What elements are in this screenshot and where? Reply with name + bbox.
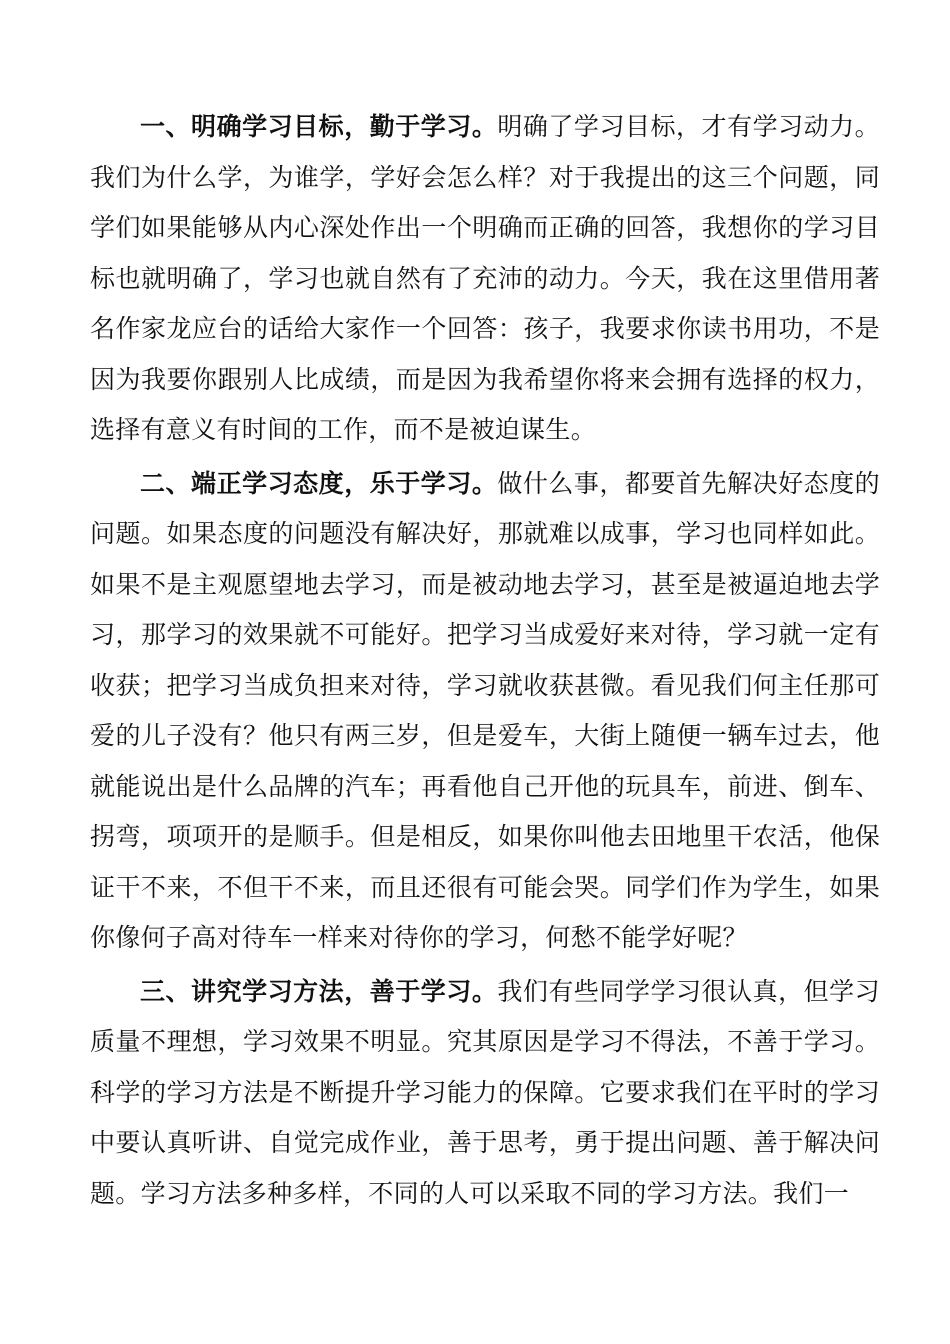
paragraph-heading: 二、端正学习态度，乐于学习。 xyxy=(140,468,498,498)
paragraph-heading: 三、讲究学习方法，善于学习。 xyxy=(140,976,498,1006)
document-body xyxy=(90,102,880,1219)
paragraph-study-methods xyxy=(90,967,880,1220)
paragraph-text: 明确了学习目标，才有学习动力。我们为什么学，为谁学，学好会怎么样？对于我提出的这三个问题，同学们如果能够从内心深处作出一个明确而正确的回答，我想你的学习目标也就明确了，学习也就自然有了充沛的动力。今天，我在这里借用著名作家龙应台的话给大家作一个回答：孩子，我要求你读书用功，不是因为我要你跟别人比成绩，而是因为我希望你将来会拥有选择的权力，选择有意义有时间的工作，而不是被迫谋生。 xyxy=(90,112,880,444)
paragraph-study-attitude xyxy=(90,459,880,964)
paragraph-study-goals xyxy=(90,102,880,456)
paragraph-heading: 一、明确学习目标，勤于学习。 xyxy=(140,112,498,141)
paragraph-text: 做什么事，都要首先解决好态度的问题。如果态度的问题没有解决好，那就难以成事，学习也同样如此。如果不是主观愿望地去学习，而是被动地去学习，甚至是被逼迫地去学习，那学习的效果就不可能好。把学习当成爱好来对待，学习就一定有收获；把学习当成负担来对待，学习就收获甚微。看见我们何主任那可爱的儿子没有？他只有两三岁，但是爱车，大街上随便一辆车过去，他就能说出是什么品牌的汽车；再看他自己开他的玩具车，前进、倒车、拐弯，项项开的是顺手。但是相反，如果你叫他去田地里干农活，他保证干不来，不但干不来，而且还很有可能会哭。同学们作为学生，如果你像何子高对待车一样来对待你的学习，何愁不能学好呢？ xyxy=(90,468,880,952)
paragraph-text: 我们有些同学学习很认真，但学习质量不理想，学习效果不明显。究其原因是学习不得法，不善于学习。科学的学习方法是不断提升学习能力的保障。它要求我们在平时的学习中要认真听讲、自觉完成作业，善于思考，勇于提出问题、善于解决问题。学习方法多种多样，不同的人可以采取不同的学习方法。我们一 xyxy=(90,976,880,1208)
